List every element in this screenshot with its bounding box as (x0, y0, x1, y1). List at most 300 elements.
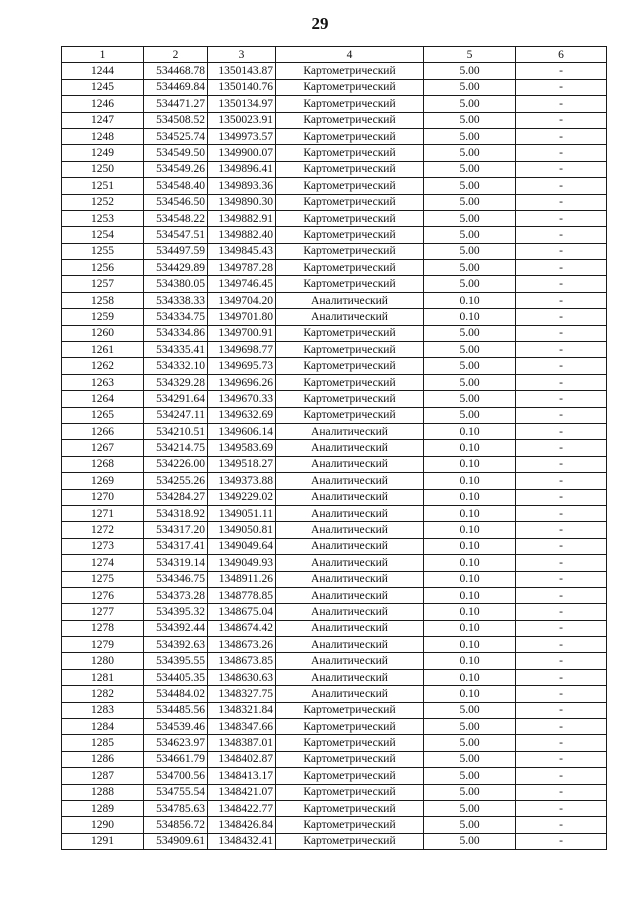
note-cell: - (516, 210, 607, 226)
table-row (62, 571, 607, 587)
y-coordinate-cell: 1349229.02 (208, 489, 276, 505)
table-row (62, 96, 607, 112)
y-coordinate-cell: 1348347.66 (208, 719, 276, 735)
column-header: 4 (276, 47, 424, 63)
method-cell: Картометрический (276, 260, 424, 276)
table-row (62, 276, 607, 292)
y-coordinate-cell: 1348630.63 (208, 669, 276, 685)
point-number-cell: 1251 (62, 178, 144, 194)
column-header: 6 (516, 47, 607, 63)
x-coordinate-cell: 534539.46 (144, 719, 208, 735)
y-coordinate-cell: 1349700.91 (208, 325, 276, 341)
y-coordinate-cell: 1349701.80 (208, 309, 276, 325)
x-coordinate-cell: 534373.28 (144, 587, 208, 603)
y-coordinate-cell: 1348387.01 (208, 735, 276, 751)
method-cell: Аналитический (276, 538, 424, 554)
point-number-cell: 1258 (62, 292, 144, 308)
note-cell: - (516, 423, 607, 439)
table-row (62, 751, 607, 767)
point-number-cell: 1283 (62, 702, 144, 718)
table-row (62, 817, 607, 833)
method-cell: Картометрический (276, 145, 424, 161)
note-cell: - (516, 374, 607, 390)
note-cell: - (516, 702, 607, 718)
y-coordinate-cell: 1350140.76 (208, 79, 276, 95)
x-coordinate-cell: 534284.27 (144, 489, 208, 505)
point-number-cell: 1272 (62, 522, 144, 538)
y-coordinate-cell: 1349049.64 (208, 538, 276, 554)
accuracy-cell: 0.10 (424, 571, 516, 587)
table-row (62, 210, 607, 226)
point-number-cell: 1284 (62, 719, 144, 735)
note-cell: - (516, 669, 607, 685)
accuracy-cell: 0.10 (424, 587, 516, 603)
column-header: 5 (424, 47, 516, 63)
accuracy-cell: 0.10 (424, 489, 516, 505)
table-row (62, 358, 607, 374)
y-coordinate-cell: 1349518.27 (208, 456, 276, 472)
table-header-row (62, 47, 607, 63)
method-cell: Картометрический (276, 719, 424, 735)
note-cell: - (516, 653, 607, 669)
point-number-cell: 1247 (62, 112, 144, 128)
method-cell: Картометрический (276, 112, 424, 128)
method-cell: Аналитический (276, 669, 424, 685)
table-row (62, 768, 607, 784)
note-cell: - (516, 358, 607, 374)
method-cell: Картометрический (276, 227, 424, 243)
note-cell: - (516, 473, 607, 489)
point-number-cell: 1252 (62, 194, 144, 210)
x-coordinate-cell: 534755.54 (144, 784, 208, 800)
note-cell: - (516, 128, 607, 144)
accuracy-cell: 5.00 (424, 276, 516, 292)
accuracy-cell: 0.10 (424, 669, 516, 685)
x-coordinate-cell: 534548.40 (144, 178, 208, 194)
accuracy-cell: 5.00 (424, 63, 516, 79)
x-coordinate-cell: 534547.51 (144, 227, 208, 243)
y-coordinate-cell: 1348673.85 (208, 653, 276, 669)
x-coordinate-cell: 534335.41 (144, 342, 208, 358)
x-coordinate-cell: 534468.78 (144, 63, 208, 79)
accuracy-cell: 0.10 (424, 505, 516, 521)
method-cell: Картометрический (276, 833, 424, 849)
accuracy-cell: 5.00 (424, 194, 516, 210)
note-cell: - (516, 63, 607, 79)
note-cell: - (516, 555, 607, 571)
table-row (62, 719, 607, 735)
method-cell: Аналитический (276, 292, 424, 308)
note-cell: - (516, 571, 607, 587)
table-row (62, 555, 607, 571)
table-row (62, 440, 607, 456)
x-coordinate-cell: 534210.51 (144, 423, 208, 439)
accuracy-cell: 0.10 (424, 686, 516, 702)
y-coordinate-cell: 1349050.81 (208, 522, 276, 538)
table-row (62, 292, 607, 308)
accuracy-cell: 0.10 (424, 620, 516, 636)
x-coordinate-cell: 534319.14 (144, 555, 208, 571)
y-coordinate-cell: 1348911.26 (208, 571, 276, 587)
point-number-cell: 1254 (62, 227, 144, 243)
y-coordinate-cell: 1350023.91 (208, 112, 276, 128)
x-coordinate-cell: 534497.59 (144, 243, 208, 259)
x-coordinate-cell: 534661.79 (144, 751, 208, 767)
x-coordinate-cell: 534380.05 (144, 276, 208, 292)
y-coordinate-cell: 1349606.14 (208, 423, 276, 439)
method-cell: Картометрический (276, 817, 424, 833)
table-row (62, 374, 607, 390)
table-row (62, 260, 607, 276)
note-cell: - (516, 325, 607, 341)
method-cell: Аналитический (276, 587, 424, 603)
method-cell: Картометрический (276, 161, 424, 177)
method-cell: Аналитический (276, 653, 424, 669)
x-coordinate-cell: 534700.56 (144, 768, 208, 784)
point-number-cell: 1257 (62, 276, 144, 292)
method-cell: Аналитический (276, 473, 424, 489)
note-cell: - (516, 407, 607, 423)
accuracy-cell: 0.10 (424, 473, 516, 489)
accuracy-cell: 5.00 (424, 391, 516, 407)
table-row (62, 112, 607, 128)
table-row (62, 784, 607, 800)
note-cell: - (516, 505, 607, 521)
table-row (62, 178, 607, 194)
note-cell: - (516, 292, 607, 308)
point-number-cell: 1264 (62, 391, 144, 407)
x-coordinate-cell: 534329.28 (144, 374, 208, 390)
note-cell: - (516, 456, 607, 472)
x-coordinate-cell: 534549.50 (144, 145, 208, 161)
note-cell: - (516, 833, 607, 849)
note-cell: - (516, 194, 607, 210)
y-coordinate-cell: 1349845.43 (208, 243, 276, 259)
accuracy-cell: 0.10 (424, 440, 516, 456)
point-number-cell: 1262 (62, 358, 144, 374)
table-row (62, 489, 607, 505)
method-cell: Аналитический (276, 489, 424, 505)
y-coordinate-cell: 1349973.57 (208, 128, 276, 144)
method-cell: Картометрический (276, 735, 424, 751)
table-row (62, 243, 607, 259)
method-cell: Картометрический (276, 96, 424, 112)
method-cell: Картометрический (276, 79, 424, 95)
point-number-cell: 1246 (62, 96, 144, 112)
method-cell: Картометрический (276, 391, 424, 407)
method-cell: Картометрический (276, 342, 424, 358)
table-row (62, 79, 607, 95)
table-row (62, 833, 607, 849)
note-cell: - (516, 161, 607, 177)
point-number-cell: 1277 (62, 604, 144, 620)
method-cell: Аналитический (276, 604, 424, 620)
table-row (62, 702, 607, 718)
y-coordinate-cell: 1348675.04 (208, 604, 276, 620)
accuracy-cell: 5.00 (424, 161, 516, 177)
method-cell: Картометрический (276, 784, 424, 800)
method-cell: Картометрический (276, 325, 424, 341)
y-coordinate-cell: 1349632.69 (208, 407, 276, 423)
accuracy-cell: 0.10 (424, 604, 516, 620)
point-number-cell: 1260 (62, 325, 144, 341)
x-coordinate-cell: 534318.92 (144, 505, 208, 521)
accuracy-cell: 0.10 (424, 309, 516, 325)
note-cell: - (516, 342, 607, 358)
accuracy-cell: 0.10 (424, 522, 516, 538)
point-number-cell: 1263 (62, 374, 144, 390)
point-number-cell: 1273 (62, 538, 144, 554)
table-row (62, 342, 607, 358)
method-cell: Аналитический (276, 571, 424, 587)
x-coordinate-cell: 534291.64 (144, 391, 208, 407)
method-cell: Картометрический (276, 276, 424, 292)
point-number-cell: 1288 (62, 784, 144, 800)
point-number-cell: 1259 (62, 309, 144, 325)
table-row (62, 473, 607, 489)
note-cell: - (516, 538, 607, 554)
note-cell: - (516, 768, 607, 784)
accuracy-cell: 0.10 (424, 653, 516, 669)
y-coordinate-cell: 1350134.97 (208, 96, 276, 112)
x-coordinate-cell: 534623.97 (144, 735, 208, 751)
accuracy-cell: 5.00 (424, 751, 516, 767)
method-cell: Картометрический (276, 358, 424, 374)
note-cell: - (516, 522, 607, 538)
point-number-cell: 1255 (62, 243, 144, 259)
table-row (62, 407, 607, 423)
point-number-cell: 1280 (62, 653, 144, 669)
method-cell: Картометрический (276, 194, 424, 210)
point-number-cell: 1245 (62, 79, 144, 95)
table-row (62, 538, 607, 554)
note-cell: - (516, 227, 607, 243)
y-coordinate-cell: 1348402.87 (208, 751, 276, 767)
x-coordinate-cell: 534856.72 (144, 817, 208, 833)
accuracy-cell: 5.00 (424, 817, 516, 833)
accuracy-cell: 5.00 (424, 342, 516, 358)
point-number-cell: 1278 (62, 620, 144, 636)
y-coordinate-cell: 1349704.20 (208, 292, 276, 308)
table-row (62, 522, 607, 538)
note-cell: - (516, 637, 607, 653)
x-coordinate-cell: 534214.75 (144, 440, 208, 456)
x-coordinate-cell: 534334.75 (144, 309, 208, 325)
method-cell: Картометрический (276, 178, 424, 194)
point-number-cell: 1256 (62, 260, 144, 276)
method-cell: Картометрический (276, 768, 424, 784)
x-coordinate-cell: 534546.50 (144, 194, 208, 210)
method-cell: Аналитический (276, 440, 424, 456)
note-cell: - (516, 79, 607, 95)
y-coordinate-cell: 1348778.85 (208, 587, 276, 603)
x-coordinate-cell: 534785.63 (144, 800, 208, 816)
table-row (62, 161, 607, 177)
method-cell: Картометрический (276, 407, 424, 423)
y-coordinate-cell: 1349893.36 (208, 178, 276, 194)
table-row (62, 505, 607, 521)
table-row (62, 227, 607, 243)
x-coordinate-cell: 534395.32 (144, 604, 208, 620)
method-cell: Картометрический (276, 243, 424, 259)
x-coordinate-cell: 534392.63 (144, 637, 208, 653)
table-row (62, 456, 607, 472)
table-row (62, 63, 607, 79)
accuracy-cell: 5.00 (424, 358, 516, 374)
table-row (62, 669, 607, 685)
point-number-cell: 1265 (62, 407, 144, 423)
point-number-cell: 1250 (62, 161, 144, 177)
note-cell: - (516, 440, 607, 456)
table-row (62, 587, 607, 603)
x-coordinate-cell: 534469.84 (144, 79, 208, 95)
y-coordinate-cell: 1348674.42 (208, 620, 276, 636)
point-number-cell: 1276 (62, 587, 144, 603)
y-coordinate-cell: 1349698.77 (208, 342, 276, 358)
accuracy-cell: 0.10 (424, 538, 516, 554)
accuracy-cell: 5.00 (424, 719, 516, 735)
method-cell: Картометрический (276, 751, 424, 767)
note-cell: - (516, 735, 607, 751)
point-number-cell: 1269 (62, 473, 144, 489)
point-number-cell: 1286 (62, 751, 144, 767)
table-row (62, 309, 607, 325)
y-coordinate-cell: 1350143.87 (208, 63, 276, 79)
point-number-cell: 1270 (62, 489, 144, 505)
x-coordinate-cell: 534334.86 (144, 325, 208, 341)
note-cell: - (516, 620, 607, 636)
y-coordinate-cell: 1348426.84 (208, 817, 276, 833)
x-coordinate-cell: 534395.55 (144, 653, 208, 669)
method-cell: Аналитический (276, 555, 424, 571)
y-coordinate-cell: 1349696.26 (208, 374, 276, 390)
accuracy-cell: 5.00 (424, 768, 516, 784)
x-coordinate-cell: 534508.52 (144, 112, 208, 128)
accuracy-cell: 5.00 (424, 243, 516, 259)
x-coordinate-cell: 534247.11 (144, 407, 208, 423)
table-row (62, 637, 607, 653)
method-cell: Картометрический (276, 702, 424, 718)
method-cell: Аналитический (276, 423, 424, 439)
method-cell: Аналитический (276, 620, 424, 636)
x-coordinate-cell: 534332.10 (144, 358, 208, 374)
y-coordinate-cell: 1349670.33 (208, 391, 276, 407)
note-cell: - (516, 784, 607, 800)
accuracy-cell: 5.00 (424, 210, 516, 226)
x-coordinate-cell: 534429.89 (144, 260, 208, 276)
point-number-cell: 1248 (62, 128, 144, 144)
note-cell: - (516, 489, 607, 505)
point-number-cell: 1274 (62, 555, 144, 571)
method-cell: Картометрический (276, 800, 424, 816)
table-row (62, 686, 607, 702)
note-cell: - (516, 243, 607, 259)
y-coordinate-cell: 1349746.45 (208, 276, 276, 292)
point-number-cell: 1261 (62, 342, 144, 358)
y-coordinate-cell: 1348413.17 (208, 768, 276, 784)
point-number-cell: 1287 (62, 768, 144, 784)
y-coordinate-cell: 1348673.26 (208, 637, 276, 653)
accuracy-cell: 5.00 (424, 374, 516, 390)
column-header: 2 (144, 47, 208, 63)
y-coordinate-cell: 1349896.41 (208, 161, 276, 177)
note-cell: - (516, 800, 607, 816)
x-coordinate-cell: 534525.74 (144, 128, 208, 144)
y-coordinate-cell: 1349373.88 (208, 473, 276, 489)
x-coordinate-cell: 534548.22 (144, 210, 208, 226)
accuracy-cell: 0.10 (424, 292, 516, 308)
table-row (62, 735, 607, 751)
accuracy-cell: 5.00 (424, 260, 516, 276)
table-row (62, 620, 607, 636)
method-cell: Картометрический (276, 128, 424, 144)
accuracy-cell: 0.10 (424, 637, 516, 653)
note-cell: - (516, 96, 607, 112)
table-row (62, 325, 607, 341)
accuracy-cell: 5.00 (424, 735, 516, 751)
note-cell: - (516, 391, 607, 407)
coordinates-table (61, 46, 607, 850)
method-cell: Аналитический (276, 309, 424, 325)
note-cell: - (516, 112, 607, 128)
point-number-cell: 1281 (62, 669, 144, 685)
accuracy-cell: 5.00 (424, 178, 516, 194)
x-coordinate-cell: 534226.00 (144, 456, 208, 472)
y-coordinate-cell: 1348422.77 (208, 800, 276, 816)
x-coordinate-cell: 534317.20 (144, 522, 208, 538)
note-cell: - (516, 178, 607, 194)
column-header: 3 (208, 47, 276, 63)
point-number-cell: 1279 (62, 637, 144, 653)
y-coordinate-cell: 1349787.28 (208, 260, 276, 276)
table-row (62, 194, 607, 210)
point-number-cell: 1244 (62, 63, 144, 79)
x-coordinate-cell: 534317.41 (144, 538, 208, 554)
point-number-cell: 1291 (62, 833, 144, 849)
point-number-cell: 1290 (62, 817, 144, 833)
x-coordinate-cell: 534405.35 (144, 669, 208, 685)
accuracy-cell: 5.00 (424, 145, 516, 161)
method-cell: Картометрический (276, 374, 424, 390)
x-coordinate-cell: 534549.26 (144, 161, 208, 177)
method-cell: Картометрический (276, 210, 424, 226)
note-cell: - (516, 751, 607, 767)
accuracy-cell: 5.00 (424, 96, 516, 112)
table-row (62, 604, 607, 620)
x-coordinate-cell: 534909.61 (144, 833, 208, 849)
method-cell: Аналитический (276, 637, 424, 653)
note-cell: - (516, 309, 607, 325)
accuracy-cell: 5.00 (424, 784, 516, 800)
accuracy-cell: 5.00 (424, 79, 516, 95)
point-number-cell: 1271 (62, 505, 144, 521)
y-coordinate-cell: 1348327.75 (208, 686, 276, 702)
y-coordinate-cell: 1348432.41 (208, 833, 276, 849)
note-cell: - (516, 145, 607, 161)
accuracy-cell: 5.00 (424, 702, 516, 718)
point-number-cell: 1285 (62, 735, 144, 751)
note-cell: - (516, 587, 607, 603)
table-row (62, 128, 607, 144)
table-row (62, 145, 607, 161)
table-row (62, 653, 607, 669)
note-cell: - (516, 604, 607, 620)
y-coordinate-cell: 1349051.11 (208, 505, 276, 521)
note-cell: - (516, 260, 607, 276)
note-cell: - (516, 276, 607, 292)
table-row (62, 800, 607, 816)
accuracy-cell: 5.00 (424, 407, 516, 423)
